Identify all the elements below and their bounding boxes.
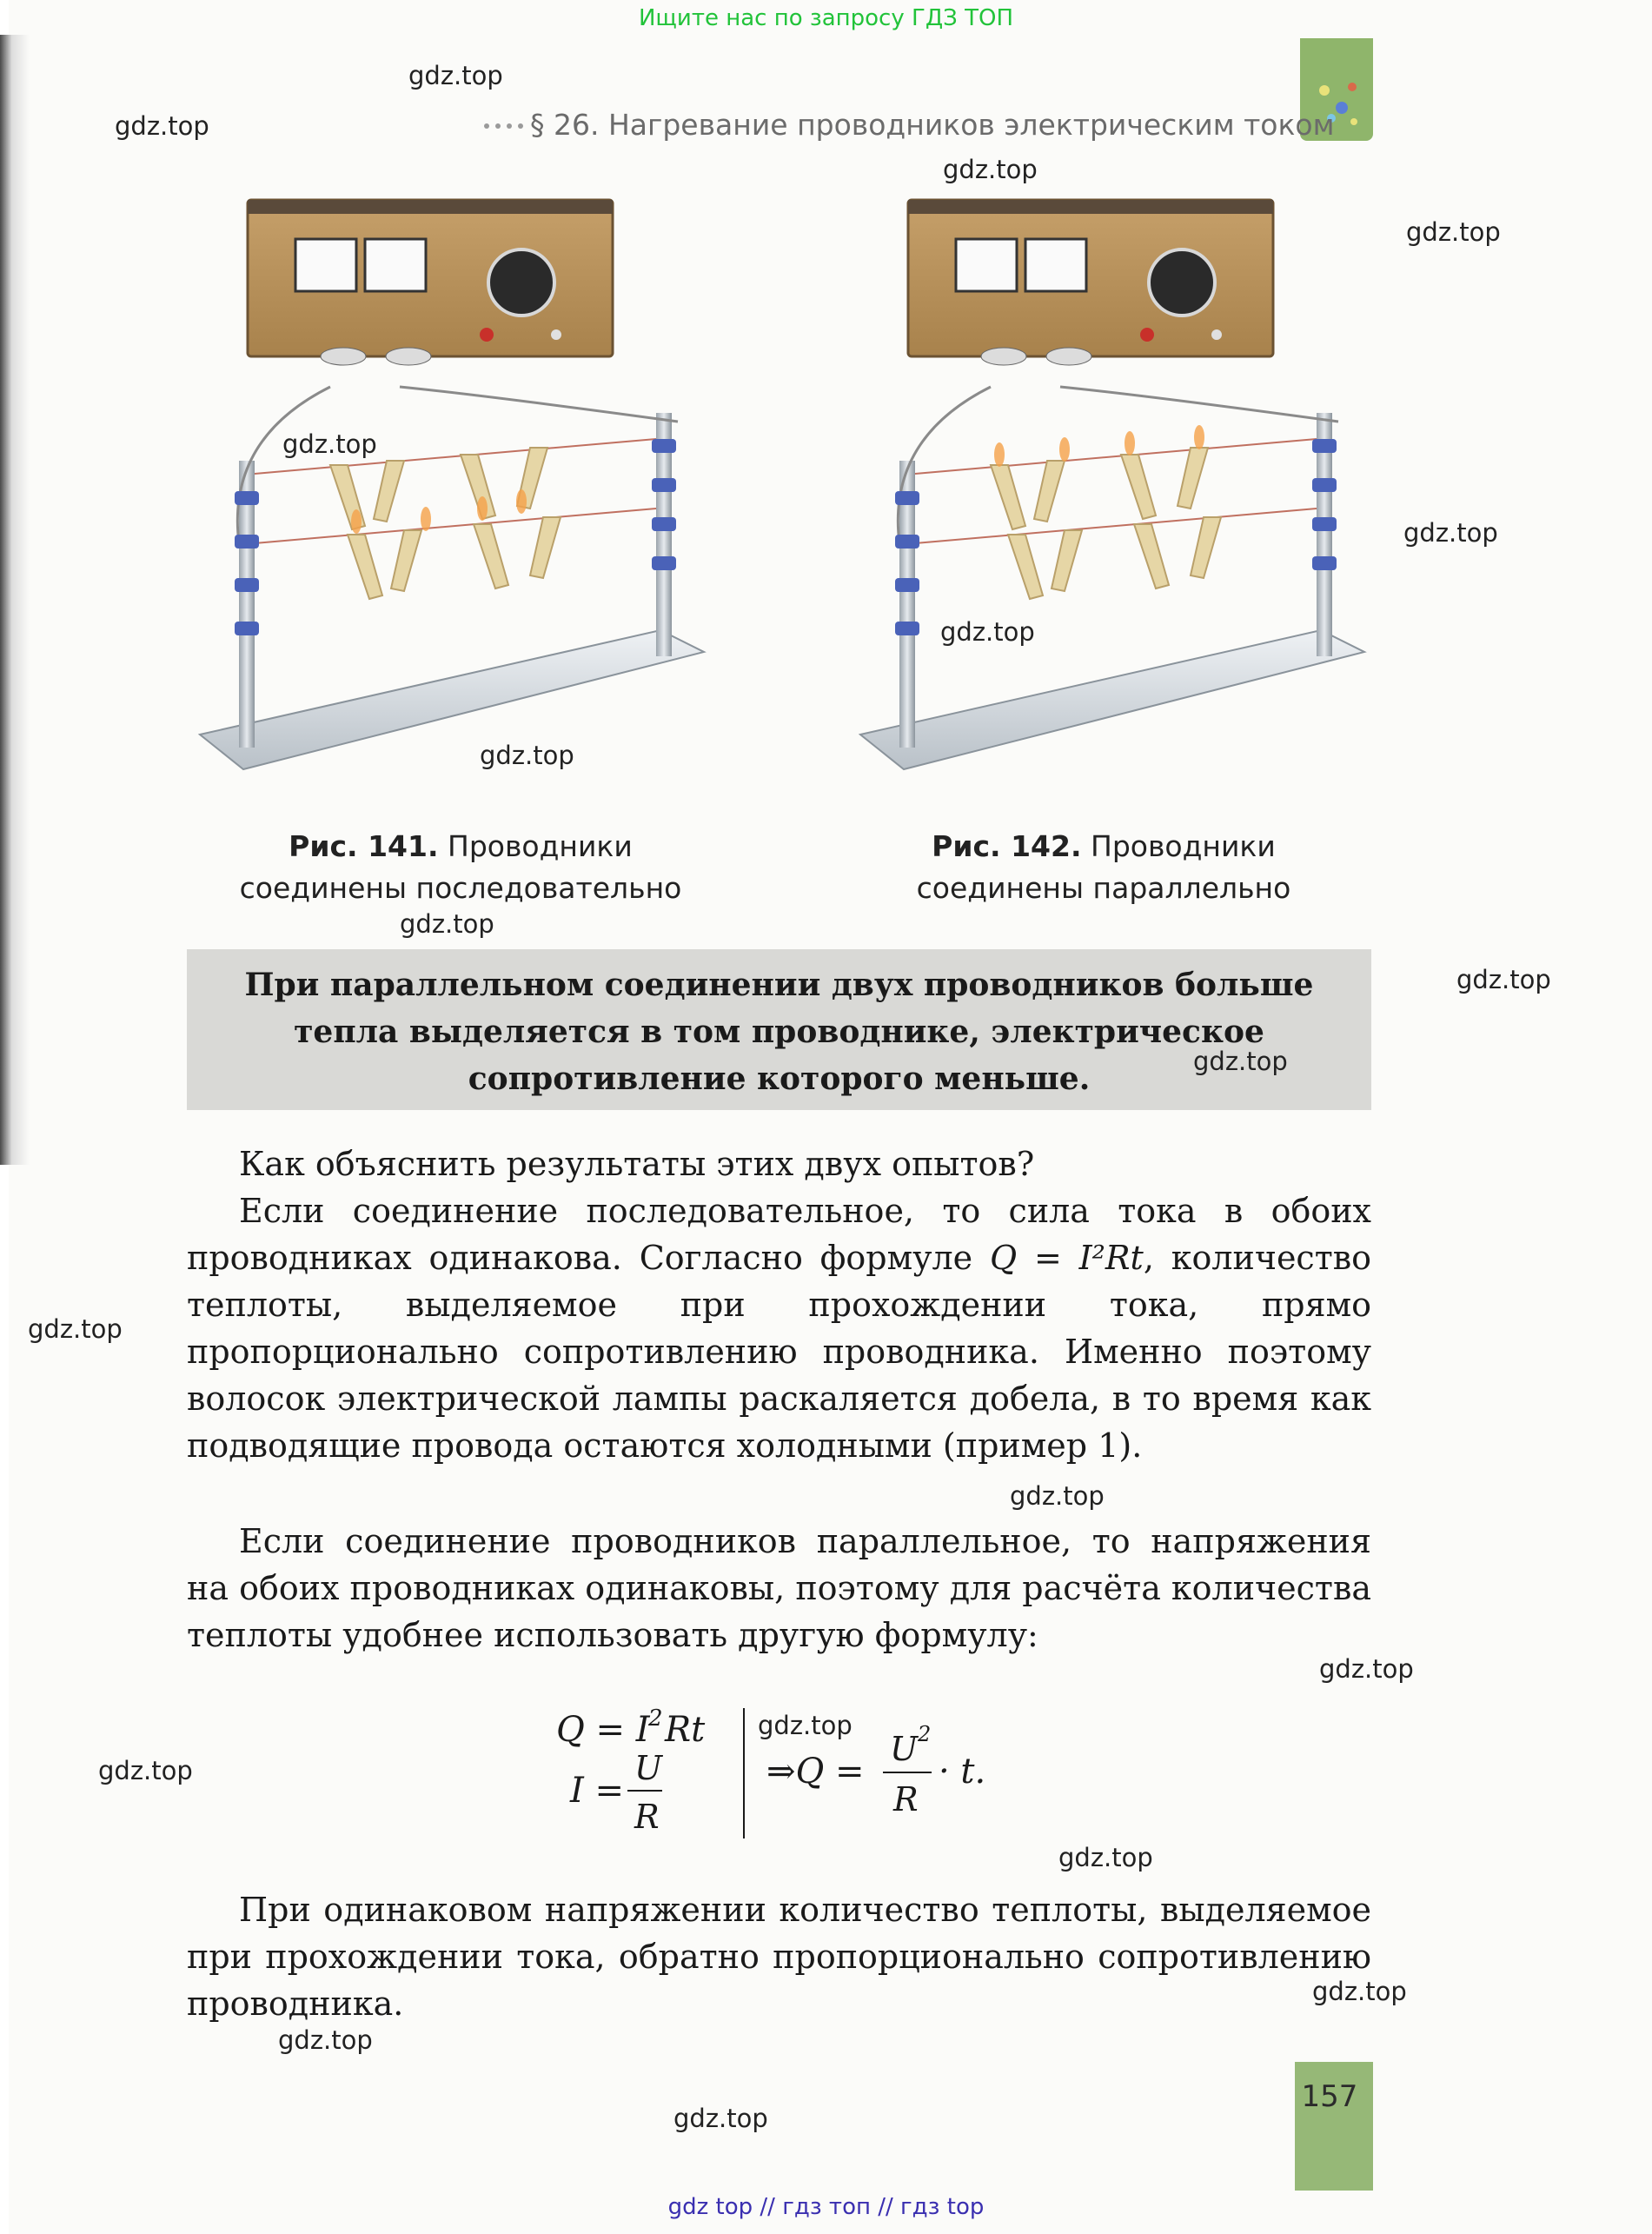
- figure-141-number: Рис. 141.: [289, 829, 439, 863]
- figure-141-caption-line2: соединены последовательно: [239, 871, 682, 905]
- rule-line-2: тепла выделяется в том проводнике, электрическое: [294, 1014, 1264, 1050]
- watermark[interactable]: gdz.top: [1406, 217, 1501, 247]
- watermark[interactable]: gdz.top: [480, 741, 574, 770]
- watermark[interactable]: gdz.top: [400, 909, 494, 939]
- heading-dots: [482, 122, 526, 130]
- watermark[interactable]: gdz.top: [758, 1711, 853, 1740]
- rule-text: [187, 961, 1371, 1102]
- watermark[interactable]: gdz.top: [943, 155, 1038, 184]
- figure-142-caption: [878, 826, 1330, 909]
- series-setup: [200, 200, 704, 769]
- formula-i-numerator: U: [634, 1749, 663, 1787]
- parallel-paragraph: [187, 1518, 1371, 1659]
- formula-result-exponent: 2: [918, 1722, 932, 1746]
- figure-142-caption-line2: соединены параллельно: [916, 871, 1291, 905]
- formula-q-lhs: Q = I: [556, 1710, 650, 1750]
- figure-142-number: Рис. 142.: [932, 829, 1082, 863]
- watermark[interactable]: gdz.top: [98, 1756, 193, 1785]
- conclusion-text: При одинаковом напряжении количество теплоты, выделяемое при прохождении тока, обратно пропорционально сопротивлению проводника.: [187, 1891, 1371, 2023]
- series-text-2: , количество теплоты, выделяемое при прохождении тока, прямо пропорционально сопротивлению проводника. Именно поэтому волосок электрической лампы раскаляется добела, в то время как подводящие провода остаются холодными (пример 1).: [187, 1239, 1372, 1465]
- rheostat-dial: [1149, 249, 1215, 316]
- parallel-setup: [860, 200, 1364, 769]
- voltmeter: [956, 239, 1017, 291]
- figure-142-caption-line1: Проводники: [1091, 829, 1276, 863]
- watermark[interactable]: gdz.top: [282, 429, 377, 459]
- rule-line-1: При параллельном соединении двух проводников больше: [244, 967, 1314, 1003]
- watermark[interactable]: gdz.top: [1403, 518, 1498, 548]
- watermark[interactable]: gdz.top: [1456, 965, 1551, 994]
- formula-i-denominator: R: [634, 1798, 660, 1836]
- rheostat-dial: [488, 249, 554, 316]
- watermark[interactable]: gdz.top: [1193, 1047, 1288, 1076]
- section-heading: § 26. Нагревание проводников электрическим током: [530, 108, 1335, 142]
- formula-result-denominator: R: [893, 1780, 919, 1818]
- series-formula: Q = I²Rt: [990, 1239, 1144, 1277]
- figure-141-caption-line1: Проводники: [448, 829, 633, 863]
- formula-result-tail: · t.: [939, 1752, 986, 1792]
- watermark[interactable]: gdz.top: [940, 617, 1035, 647]
- watermark[interactable]: gdz.top: [1319, 1654, 1414, 1684]
- page-binding-shadow: [0, 35, 30, 1165]
- formula-i-lhs: I =: [570, 1771, 625, 1811]
- figure-141-caption: [217, 826, 704, 909]
- question-text: Как объяснить результаты этих двух опытов?: [239, 1145, 1035, 1183]
- conclusion-paragraph: [187, 1886, 1371, 2027]
- formula-result-lhs: ⇒Q =: [766, 1752, 865, 1792]
- formula-result-numerator: U: [890, 1730, 919, 1768]
- question-paragraph: [187, 1140, 1371, 1187]
- watermark[interactable]: gdz.top: [408, 61, 503, 90]
- watermark[interactable]: gdz.top: [278, 2025, 373, 2055]
- watermark[interactable]: gdz.top: [28, 1314, 123, 1344]
- formula-q-rhs: Rt: [665, 1710, 706, 1750]
- ammeter: [1025, 239, 1086, 291]
- voltmeter: [295, 239, 356, 291]
- figures-illustration: [174, 178, 1390, 787]
- watermark[interactable]: gdz.top: [1312, 1977, 1407, 2006]
- watermark[interactable]: gdz.top: [1058, 1843, 1153, 1872]
- watermark[interactable]: gdz.top: [115, 111, 209, 141]
- parallel-text: Если соединение проводников параллельное, то напряжения на обоих проводниках одинаковы, поэтому для расчёта количества теплоты удобнее использовать другую формулу:: [187, 1522, 1371, 1654]
- series-text-1: Если соединение последовательное, то сила тока в обоих проводниках одинакова. Согласно формуле: [187, 1192, 1371, 1277]
- series-paragraph: [187, 1187, 1371, 1469]
- watermark[interactable]: gdz.top: [1010, 1481, 1105, 1511]
- ammeter: [365, 239, 426, 291]
- watermark[interactable]: gdz.top: [673, 2104, 768, 2133]
- page-number: 157: [1301, 2079, 1358, 2114]
- top-banner[interactable]: Ищите нас по запросу ГДЗ ТОП: [638, 5, 1014, 31]
- footer-watermark[interactable]: gdz top // гдз топ // гдз top: [667, 2194, 985, 2220]
- formula-q-exponent: 2: [648, 1705, 663, 1732]
- rule-line-3: сопротивление которого меньше.: [468, 1060, 1091, 1097]
